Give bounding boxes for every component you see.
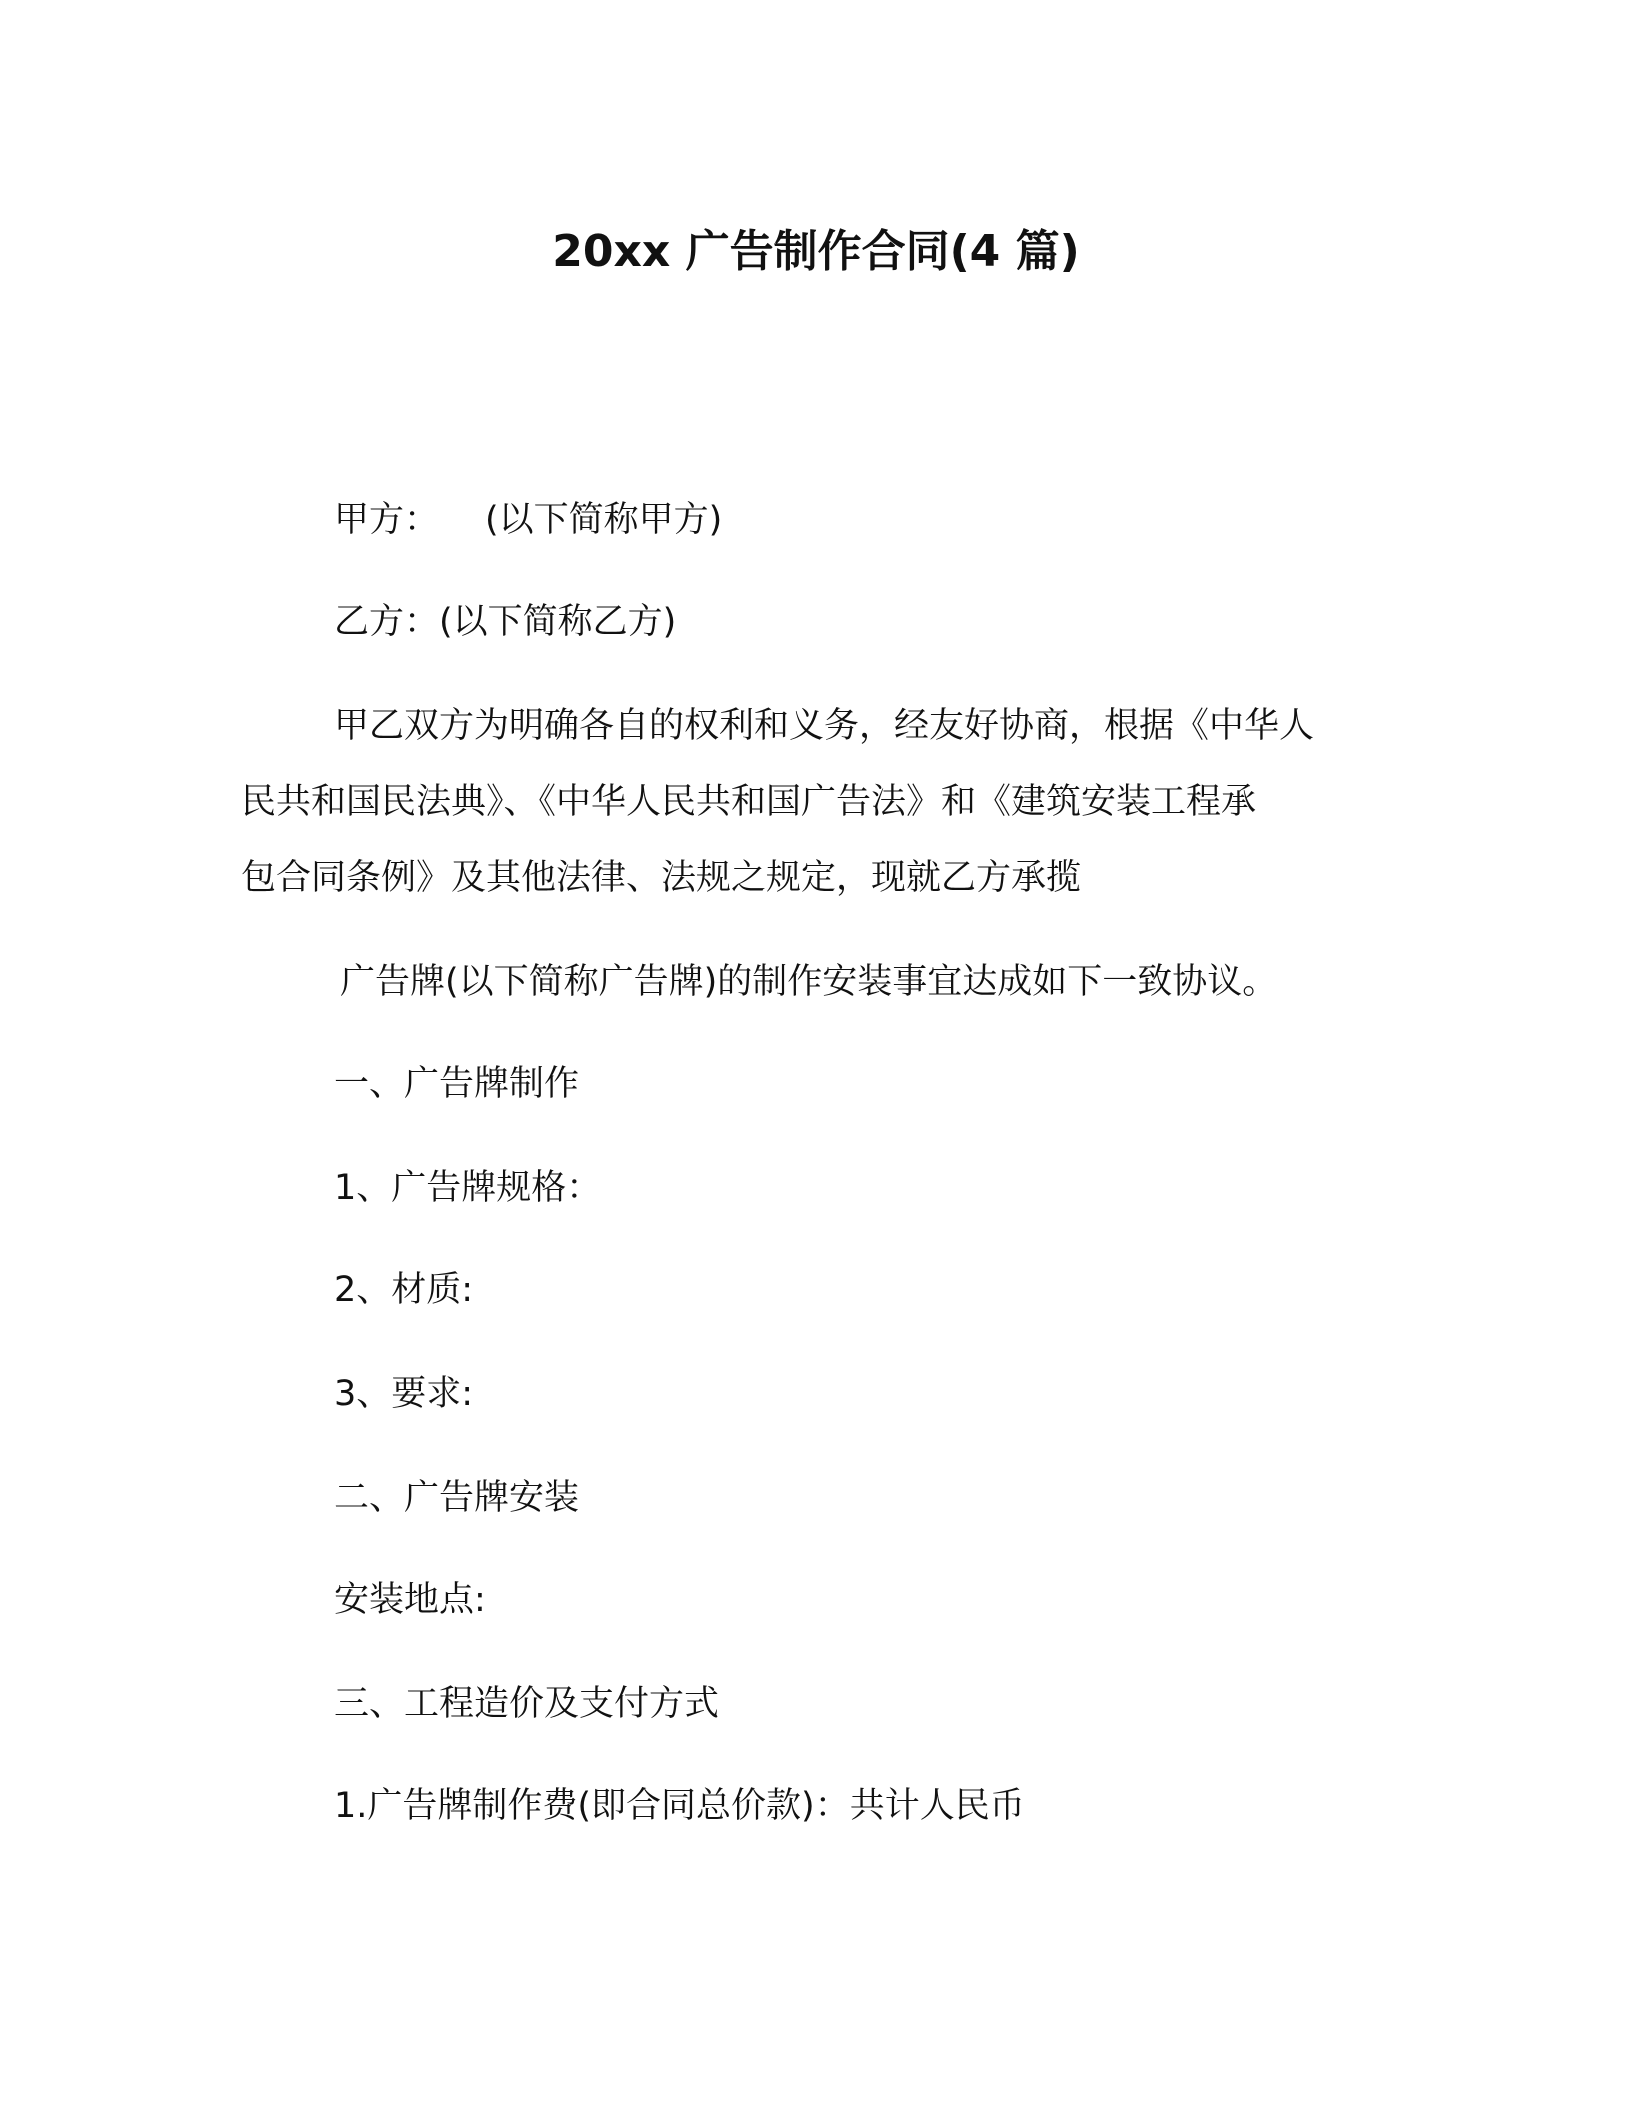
section1-heading: 一、广告牌制作 <box>334 1064 580 1104</box>
intro-line-3: 包合同条例》及其他法律、法规之规定，现就乙方承揽 <box>241 858 1082 898</box>
section2-heading: 二、广告牌安装 <box>334 1478 580 1518</box>
party-a-note: (以下简称甲方) <box>485 500 723 540</box>
agreement-line: 广告牌(以下简称广告牌)的制作安装事宜达成如下一致协议。 <box>340 962 1278 1002</box>
party-b-line: 乙方：(以下简称乙方) <box>334 602 677 642</box>
section1-item-3: 3、要求: <box>334 1374 474 1414</box>
intro-line-1: 甲乙双方为明确各自的权利和义务，经友好协商，根据《中华人 <box>334 706 1315 746</box>
document-title: 20xx 广告制作合同(4 篇) <box>552 226 1080 277</box>
install-location: 安装地点: <box>334 1580 486 1620</box>
section3-heading: 三、工程造价及支付方式 <box>334 1684 720 1724</box>
section1-item-1: 1、广告牌规格： <box>334 1168 602 1208</box>
party-a-label: 甲方： <box>334 500 440 540</box>
intro-line-2: 民共和国民法典》、《中华人民共和国广告法》和《建筑安装工程承 <box>241 782 1257 822</box>
section3-item-1: 1.广告牌制作费(即合同总价款)：共计人民币 <box>334 1786 1025 1826</box>
section1-item-2: 2、材质: <box>334 1270 474 1310</box>
party-a-line <box>334 496 722 544</box>
